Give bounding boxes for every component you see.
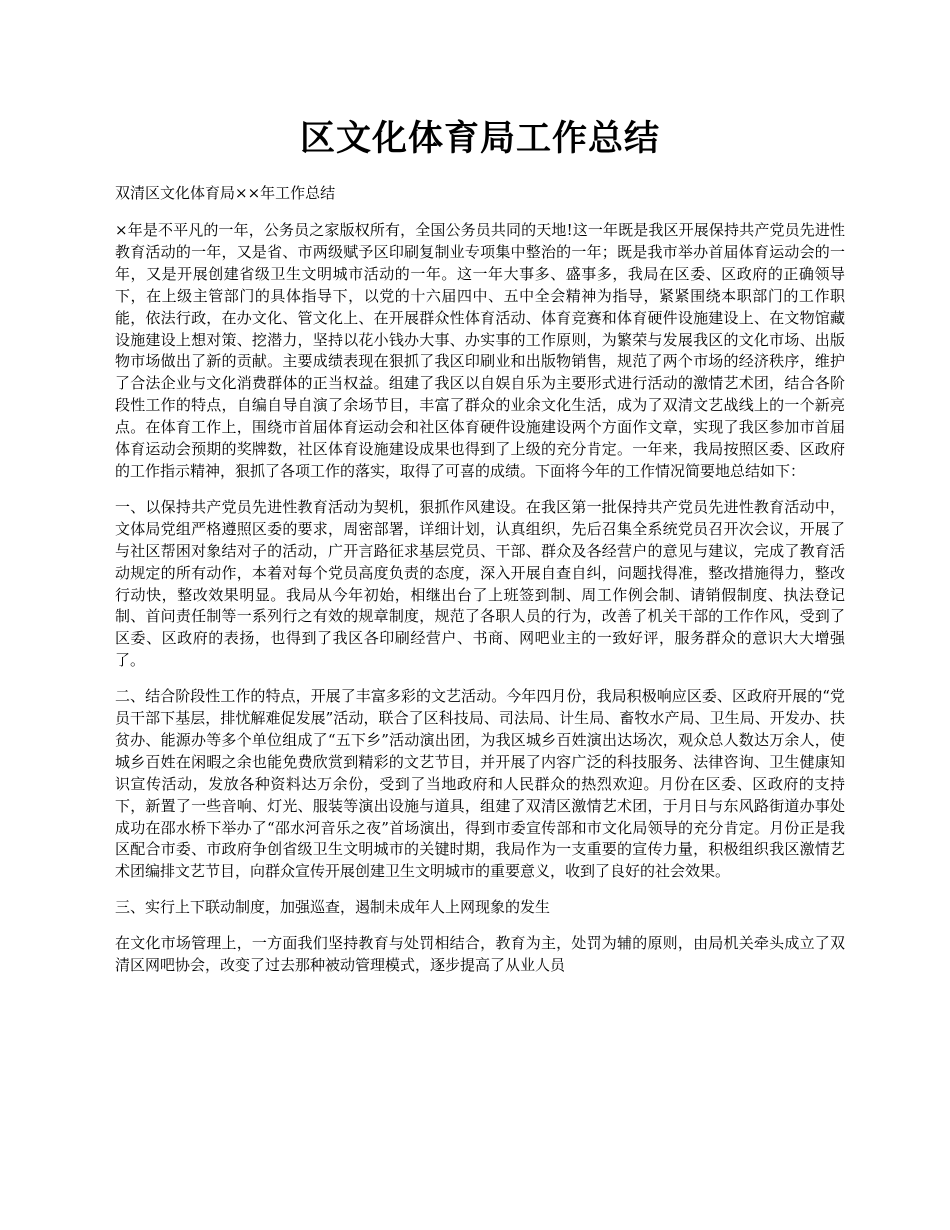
paragraph-intro: ×年是不平凡的一年，公务员之家版权所有，全国公务员共同的天地!这一年既是我区开展保持共产党员先进性教育活动的一年，又是省、市两级赋予区印刷复制业专项集中整治的一年；既是我市举办首届体育运动会的一年，又是开展创建省级卫生文明城市活动的一年。这一年大事多、盛事多，我局在区委、区政府的正确领导下，在上级主管部门的具体指导下，以党的十六届四中、五中全会精神为指导，紧紧围绕本职部门的工作职能，依法行政，在办文化、管文化上、在开展群众性体育活动、体育竞赛和体育硬件设施建设上、在文物馆藏设施建设上想对策、挖潜力，坚持以花小钱办大事、办实事的工作原则，为繁荣与发展我区的文化市场、出版物市场做出了新的贡献。主要成绩表现在狠抓了我区印刷业和出版物销售，规范了两个市场的经济秩序，维护了合法企业与文化消费群体的正当权益。组建了我区以自娱自乐为主要形式进行活动的激情艺术团，结合各阶段性工作的特点，自编自导自演了余场节目，丰富了群众的业余文化生活，成为了双清文艺战线上的一个新亮点。在体育工作上，围绕市首届体育运动会和社区体育硬件设施建设两个方面作文章，实现了我区参加市首届体育运动会预期的奖牌数，社区体育设施建设成果也得到了上级的充分肯定。一年来，我局按照区委、区政府的工作指示精神，狠抓了各项工作的落实，取得了可喜的成绩。下面将今年的工作情况简要地总结如下： bbox=[115, 221, 845, 480]
paragraph-section-three: 在文化市场管理上，一方面我们坚持教育与处罚相结合，教育为主，处罚为辅的原则，由局机关牵头成立了双清区网吧协会，改变了过去那种被动管理模式，逐步提高了从业人员 bbox=[115, 934, 845, 975]
section-heading-three: 三、实行上下联动制度，加强巡查，遏制未成年人上网现象的发生 bbox=[115, 898, 551, 917]
document-subtitle: 双清区文化体育局××年工作总结 bbox=[115, 184, 336, 202]
paragraph-section-one: 一、以保持共产党员先进性教育活动为契机，狠抓作风建设。在我区第一批保持共产党员先进性教育活动中，文体局党组严格遵照区委的要求，周密部署，详细计划，认真组织，先后召集全系统党员召开次会议，开展了与社区帮困对象结对子的活动，广开言路征求基层党员、干部、群众及各经营户的意见与建议，完成了教育活动规定的所有动作，本着对每个党员高度负责的态度，深入开展自查自纠，问题找得准，整改措施得力，整改行动快，整改效果明显。我局从今年初始，相继出台了上班签到制、周工作例会制、请销假制度、执法登记制、首问责任制等一系列行之有效的规章制度，规范了各职人员的行为，改善了机关干部的工作作风，受到了区委、区政府的表扬，也得到了我区各印刷经营户、书商、网吧业主的一致好评，服务群众的意识大大增强了。 bbox=[115, 497, 845, 670]
paragraph-section-two: 二、结合阶段性工作的特点，开展了丰富多彩的文艺活动。今年四月份，我局积极响应区委、区政府开展的“党员干部下基层，排忧解难促发展”活动，联合了区科技局、司法局、计生局、畜牧水产局、卫生局、开发办、扶贫办、能源办等多个单位组成了“五下乡”活动演出团，为我区城乡百姓演出达场次，观众总人数达万余人，使城乡百姓在闲暇之余也能免费欣赏到精彩的文艺节目，并开展了内容广泛的科技服务、法律咨询、卫生健康知识宣传活动，发放各种资料达万余份，受到了当地政府和人民群众的热烈欢迎。月份在区委、区政府的支持下，新置了一些音响、灯光、服装等演出设施与道具，组建了双清区激情艺术团，于月日与东风路街道办事处成功在邵水桥下举办了“邵水河音乐之夜”首场演出，得到市委宣传部和市文化局领导的充分肯定。月份正是我区配合市委、市政府争创省级卫生文明城市的关键时期，我局作为一支重要的宣传力量，积极组织我区激情艺术团编排文艺节目，向群众宣传开展创建卫生文明城市的重要意义，收到了良好的社会效果。 bbox=[115, 687, 845, 881]
document-title: 区文化体育局工作总结 bbox=[299, 118, 660, 159]
document-page bbox=[115, 0, 845, 1230]
